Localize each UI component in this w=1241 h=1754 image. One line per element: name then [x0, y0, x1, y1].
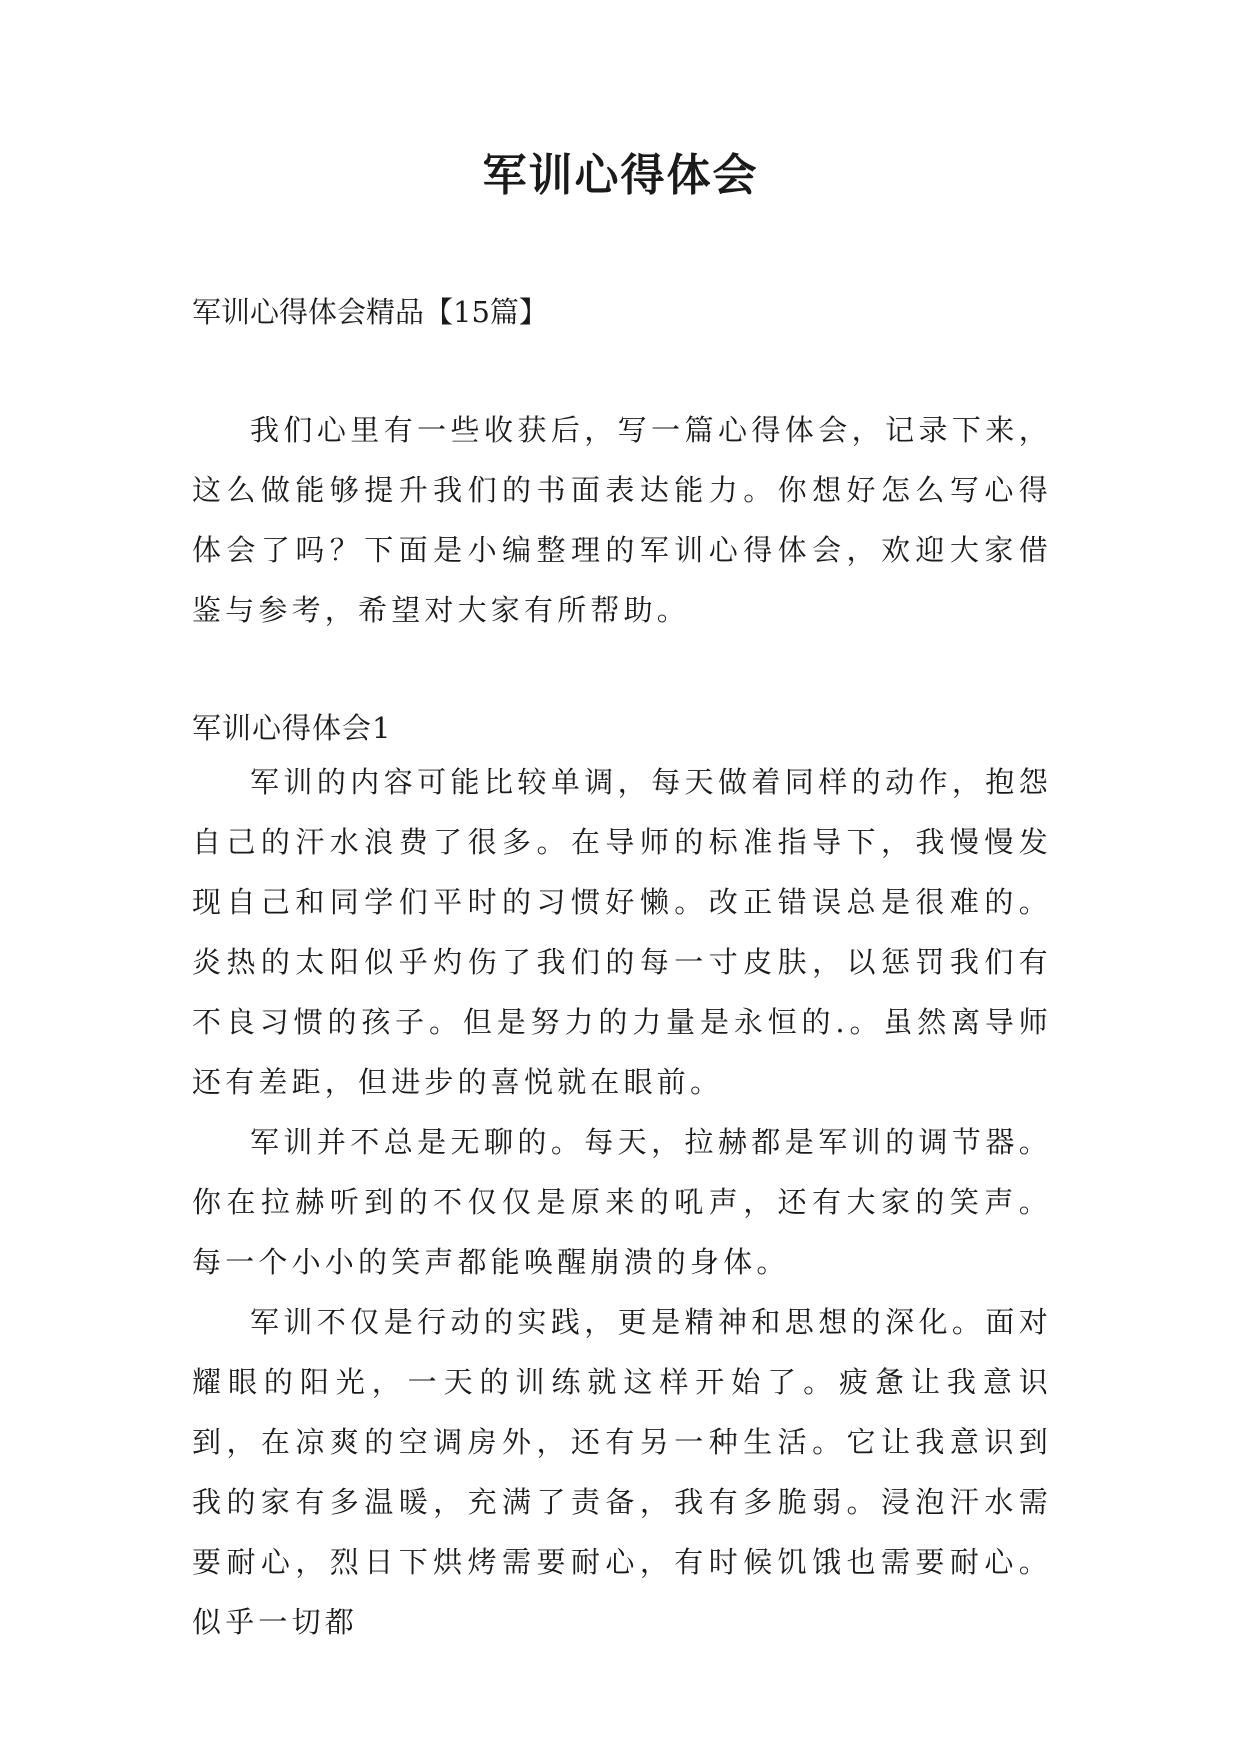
intro-paragraph: 我们心里有一些收获后，写一篇心得体会，记录下来，这么做能够提升我们的书面表达能力。你想好怎么写心得体会了吗？下面是小编整理的军训心得体会，欢迎大家借鉴与参考，希望对大家有所帮助。 — [192, 413, 1052, 627]
document-subtitle: 军训心得体会精品【15篇】 — [192, 295, 548, 329]
section-heading: 军训心得体会1 — [192, 711, 392, 745]
intro-section — [192, 400, 1052, 640]
essay-section — [192, 752, 1052, 1652]
essay-paragraph: 军训并不总是无聊的。每天，拉赫都是军训的调节器。你在拉赫听到的不仅仅是原来的吼声，还有大家的笑声。每一个小小的笑声都能唤醒崩溃的身体。 — [192, 1125, 1052, 1279]
essay-paragraph: 军训不仅是行动的实践，更是精神和思想的深化。面对耀眼的阳光，一天的训练就这样开始了。疲惫让我意识到，在凉爽的空调房外，还有另一种生活。它让我意识到我的家有多温暖，充满了责备，我有多脆弱。浸泡汗水需要耐心，烈日下烘烤需要耐心，有时候饥饿也需要耐心。似乎一切都 — [192, 1305, 1052, 1639]
page-title: 军训心得体会 — [482, 150, 759, 201]
essay-paragraph: 军训的内容可能比较单调，每天做着同样的动作，抱怨自己的汗水浪费了很多。在导师的标准指导下，我慢慢发现自己和同学们平时的习惯好懒。改正错误总是很难的。炎热的太阳似乎灼伤了我们的每一寸皮肤，以惩罚我们有不良习惯的孩子。但是努力的力量是永恒的.。虽然离导师还有差距，但进步的喜悦就在眼前。 — [192, 765, 1052, 1099]
